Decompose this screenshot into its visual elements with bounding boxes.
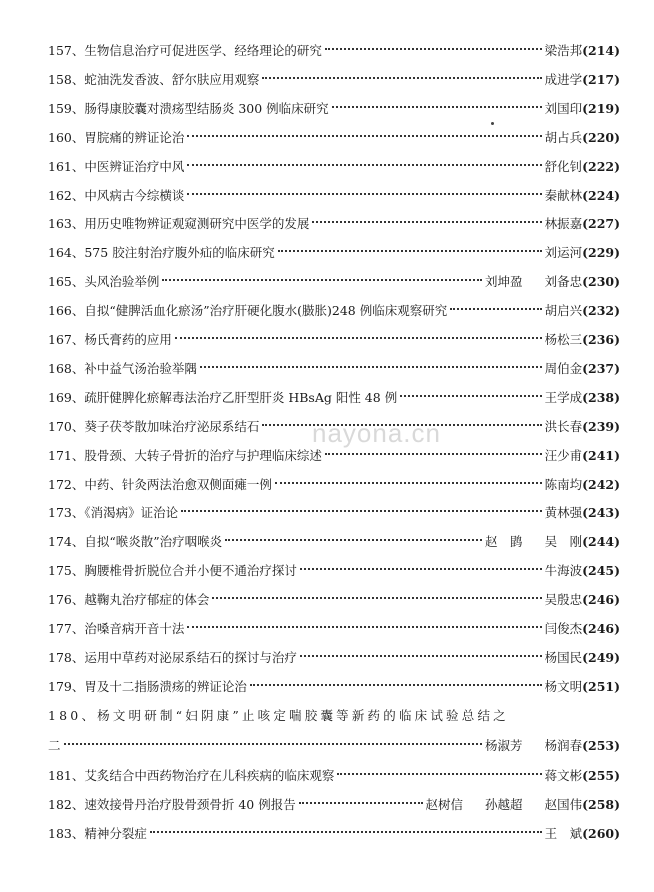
entry-page: (246)	[582, 592, 620, 607]
entry-page: (260)	[582, 826, 620, 841]
entry-title: 169、疏肝健脾化瘀解毒法治疗乙肝型肝炎 HBsAg 阳性 48 例	[48, 390, 398, 405]
scan-speck	[491, 122, 494, 125]
entry-author: 闫俊杰	[544, 621, 583, 636]
entry-authors	[545, 156, 583, 178]
dot-leader	[162, 279, 482, 281]
entry-title: 163、用历史唯物辨证观窥测研究中医学的发展	[48, 216, 310, 231]
entry-author: 黄林强	[544, 505, 583, 520]
entry-title: 160、胃脘痛的辨证论治	[48, 130, 185, 145]
entry-title: 179、胃及十二指肠溃疡的辨证论治	[48, 679, 247, 694]
entry-authors	[545, 502, 583, 524]
toc-entry	[48, 271, 620, 293]
entry-author: 牛海波	[544, 563, 583, 578]
toc-entry-multiline	[48, 705, 620, 757]
dot-leader	[187, 193, 541, 195]
entry-title: 175、胸腰椎骨折脱位合并小便不通治疗探讨	[48, 563, 297, 578]
entry-author: 胡启兴	[544, 303, 583, 318]
entry-authors	[545, 40, 583, 62]
dot-leader	[181, 510, 541, 512]
entry-author: 舒化钊	[544, 159, 583, 174]
entry-author: 陈南均	[544, 477, 583, 492]
entry-page: (241)	[582, 448, 620, 463]
entry-author: 吴 刚	[544, 534, 583, 549]
dot-leader	[275, 482, 542, 484]
dot-leader	[187, 626, 541, 628]
toc-entry	[48, 185, 620, 207]
entry-author: 赵 鹍	[485, 534, 523, 549]
entry-authors	[545, 69, 583, 91]
entry-authors	[545, 445, 583, 467]
watermark: nayona.cn	[312, 418, 441, 448]
entry-authors	[545, 185, 583, 207]
entry-page: (230)	[582, 274, 620, 289]
entry-page: (255)	[582, 768, 620, 783]
entry-page: (239)	[582, 419, 620, 434]
entry-author: 杨淑芳	[485, 738, 523, 753]
entry-author: 刘坤盈	[485, 274, 523, 289]
dot-leader	[200, 366, 542, 368]
entry-title: 158、蛇油洗发香波、舒尔肤应用观察	[48, 72, 260, 87]
toc-entry	[48, 560, 620, 582]
toc-entry	[48, 40, 620, 62]
entry-title: 172、中药、针灸两法治愈双侧面瘫一例	[48, 477, 272, 492]
entry-title: 164、575 胶注射治疗腹外疝的临床研究	[48, 245, 275, 260]
toc-entry	[48, 502, 620, 524]
entry-author: 孙越超	[485, 797, 523, 812]
entry-page: (251)	[582, 679, 620, 694]
entry-page: (232)	[582, 303, 620, 318]
entry-page: (258)	[582, 797, 620, 812]
entry-authors	[545, 676, 583, 698]
toc-entry	[48, 156, 620, 178]
entry-author: 杨国民	[544, 650, 583, 665]
entry-page: (229)	[582, 245, 620, 260]
dot-leader	[225, 539, 482, 541]
entry-authors	[545, 589, 583, 611]
entry-title: 176、越鞠丸治疗郁症的体会	[48, 592, 210, 607]
entry-author: 吴殷忠	[544, 592, 583, 607]
toc-entry	[48, 765, 620, 787]
dot-leader	[250, 684, 542, 686]
entry-authors	[545, 823, 583, 845]
toc-entry	[48, 358, 620, 380]
toc-entry	[48, 127, 620, 149]
entry-authors	[545, 387, 583, 409]
entry-authors	[545, 329, 583, 351]
entry-page: (245)	[582, 563, 620, 578]
entry-author: 王学成	[544, 390, 583, 405]
entry-title: 170、葵子茯苓散加味治疗泌尿系结石	[48, 419, 260, 434]
toc-entry	[48, 69, 620, 91]
entry-page: (224)	[582, 188, 620, 203]
toc-entry	[48, 794, 620, 816]
entry-author: 刘国印	[544, 101, 583, 116]
entry-page: (214)	[582, 43, 620, 58]
entry-authors	[545, 416, 583, 438]
entry-title: 177、治嗓音病开音十法	[48, 621, 185, 636]
entry-authors	[485, 271, 582, 293]
entry-page: (238)	[582, 390, 620, 405]
entry-title: 166、自拟“健脾活血化瘀汤”治疗肝硬化腹水(臌胀)248 例临床观察研究	[48, 303, 448, 318]
entry-title: 183、精神分裂症	[48, 826, 147, 841]
entry-author: 洪长春	[544, 419, 583, 434]
dot-leader	[278, 250, 542, 252]
entry-authors	[545, 300, 583, 322]
dot-leader	[325, 48, 542, 50]
entry-author: 杨松三	[544, 332, 583, 347]
dot-leader	[312, 221, 541, 223]
dot-leader	[300, 655, 542, 657]
entry-author: 秦献林	[544, 188, 583, 203]
dot-leader	[187, 135, 541, 137]
toc-entry	[48, 387, 620, 409]
entry-author: 林振嘉	[544, 216, 583, 231]
dot-leader	[300, 568, 542, 570]
entry-author: 成进学	[544, 72, 583, 87]
entry-page: (227)	[582, 216, 620, 231]
toc-entry	[48, 242, 620, 264]
entry-title: 161、中医辨证治疗中风	[48, 159, 185, 174]
entry-page: (249)	[582, 650, 620, 665]
toc-entry	[48, 474, 620, 496]
entry-title: 173、《消渴病》证治论	[48, 505, 179, 520]
entry-author: 赵树信	[425, 797, 464, 812]
entry-page: (246)	[582, 621, 620, 636]
entry-authors	[545, 647, 583, 669]
entry-page: (242)	[582, 477, 620, 492]
dot-leader	[212, 597, 541, 599]
entry-author: 周伯金	[544, 361, 583, 376]
toc-entry	[48, 329, 620, 351]
entry-authors	[545, 560, 583, 582]
entry-author: 杨文明	[544, 679, 583, 694]
entry-title: 165、头风治验举例	[48, 274, 160, 289]
entry-title-continued	[48, 735, 620, 757]
entry-title: 159、肠得康胶囊对溃疡型结肠炎 300 例临床研究	[48, 101, 329, 116]
dot-leader	[175, 337, 542, 339]
toc-entry	[48, 589, 620, 611]
dot-leader	[150, 831, 542, 833]
dot-leader	[332, 106, 542, 108]
dot-leader	[64, 743, 483, 745]
entry-title: 168、补中益气汤治验举隅	[48, 361, 197, 376]
entry-page: (220)	[582, 130, 620, 145]
entry-authors	[545, 98, 583, 120]
entry-author: 胡占兵	[544, 130, 583, 145]
entry-author: 刘运河	[544, 245, 583, 260]
toc-entry	[48, 531, 620, 553]
toc-entry	[48, 647, 620, 669]
dot-leader	[262, 77, 541, 79]
toc-entry	[48, 823, 620, 845]
entry-author: 汪少甫	[544, 448, 583, 463]
entry-title: 180、杨文明研制“妇阴康”止咳定喘胶囊等新药的临床试验总结之	[48, 708, 509, 723]
entry-author: 赵国伟	[544, 797, 583, 812]
entry-authors	[485, 531, 582, 553]
entry-page: (237)	[582, 361, 620, 376]
entry-authors	[545, 127, 583, 149]
entry-authors	[545, 242, 583, 264]
dot-leader	[187, 164, 541, 166]
dot-leader	[299, 802, 423, 804]
entry-author: 刘备忠	[544, 274, 583, 289]
entry-authors	[545, 765, 583, 787]
entry-authors	[545, 474, 583, 496]
dot-leader	[337, 773, 541, 775]
entry-author: 王 斌	[544, 826, 583, 841]
entry-page: (222)	[582, 159, 620, 174]
entry-author: 杨润春	[544, 738, 583, 753]
entry-title-tail: 二	[48, 738, 61, 753]
entry-title: 181、艾炙结合中西药物治疗在儿科疾病的临床观察	[48, 768, 335, 783]
entry-author: 蒋文彬	[544, 768, 583, 783]
entry-authors	[545, 213, 583, 235]
dot-leader	[325, 453, 542, 455]
dot-leader	[450, 308, 541, 310]
entry-page: (253)	[582, 738, 620, 753]
toc-entry	[48, 618, 620, 640]
entry-authors	[545, 358, 583, 380]
entry-authors	[545, 618, 583, 640]
entry-page: (243)	[582, 505, 620, 520]
entry-title: 162、中风病古今综横谈	[48, 188, 185, 203]
entry-page: (244)	[582, 534, 620, 549]
entry-title: 157、生物信息治疗可促进医学、经络理论的研究	[48, 43, 322, 58]
entry-title: 171、股骨颈、大转子骨折的治疗与护理临床综述	[48, 448, 322, 463]
entry-page: (236)	[582, 332, 620, 347]
dot-leader	[400, 395, 541, 397]
entry-page: (219)	[582, 101, 620, 116]
entry-authors	[426, 794, 583, 816]
entry-author: 梁浩邦	[544, 43, 583, 58]
entry-title: 174、自拟“喉炎散”治疗咽喉炎	[48, 534, 223, 549]
toc-entry	[48, 676, 620, 698]
toc-entry	[48, 300, 620, 322]
entry-title: 167、杨氏膏药的应用	[48, 332, 172, 347]
toc-entry	[48, 213, 620, 235]
entry-page: (217)	[582, 72, 620, 87]
entry-authors	[485, 735, 582, 757]
entry-title: 182、速效接骨丹治疗股骨颈骨折 40 例报告	[48, 797, 296, 812]
toc-entry	[48, 98, 620, 120]
entry-title: 178、运用中草药对泌尿系结石的探讨与治疗	[48, 650, 297, 665]
